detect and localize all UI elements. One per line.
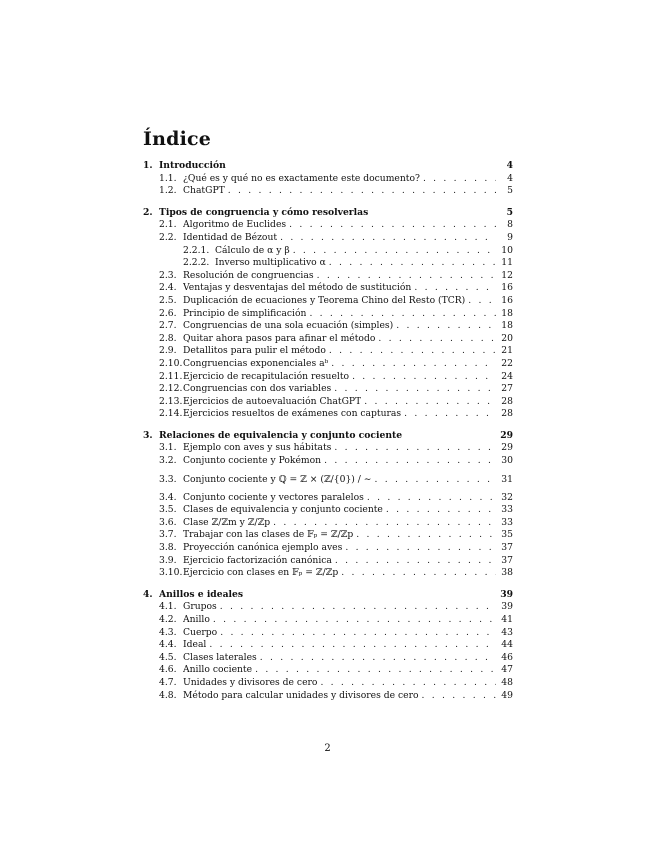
toc-dot-leader (335, 555, 496, 568)
toc-entry-title: Resolución de congruencias (183, 269, 314, 281)
toc-entry-number: 4.3. (159, 626, 177, 638)
toc-section-entry[interactable] (143, 567, 513, 580)
toc-entry-number: 4.4. (159, 639, 177, 651)
toc-entry-page: 35 (501, 529, 513, 541)
toc-entry-page: 5 (506, 206, 513, 218)
toc-entry-title: Congruencias con dos variables (183, 383, 332, 395)
toc-entry-number: 2.7. (159, 320, 177, 332)
toc-dot-leader (293, 245, 496, 258)
toc-entry-page: 22 (501, 357, 513, 369)
toc-entry-page: 33 (501, 504, 513, 516)
toc-section-entry[interactable] (143, 492, 513, 505)
toc-section-entry[interactable] (143, 408, 513, 421)
toc-entry-number: 2.10. (159, 357, 183, 369)
toc-dot-leader (422, 690, 496, 703)
toc-entry-page: 46 (501, 651, 513, 663)
toc-section-entry[interactable] (143, 652, 513, 665)
toc-entry-page: 12 (501, 269, 513, 281)
toc-entry-title: Ejercicio con clases en 𝔽ₚ = ℤ/ℤp (183, 567, 339, 579)
toc-dot-leader (334, 383, 496, 396)
toc-entry-page: 29 (500, 429, 513, 441)
toc-entry-title: Inverso multiplicativo α (215, 257, 326, 269)
toc-entry-number: 3.6. (159, 516, 177, 528)
toc-entry-number: 4.2. (159, 614, 177, 625)
toc-dot-leader (324, 455, 496, 468)
toc-dot-leader (352, 371, 496, 384)
toc-section-entry[interactable] (143, 455, 513, 468)
toc-entry-title: Cuerpo (183, 626, 218, 638)
toc-entry-title: Anillos e ideales (159, 588, 244, 600)
toc-entry-page: 39 (501, 601, 513, 613)
toc-section-entry[interactable] (143, 295, 513, 308)
toc-entry-page: 47 (501, 664, 513, 676)
toc-entry-title: Clases de equivalencia y conjunto cociente (183, 504, 383, 516)
toc-entry-title: Ejercicio de recapitulación resuelto (183, 370, 350, 382)
toc-entry-title: ChatGPT (183, 185, 225, 197)
toc-entry-number: 2.13. (159, 395, 183, 407)
toc-section-entry[interactable] (143, 257, 513, 270)
toc-dot-leader (220, 601, 496, 614)
toc-entry-page: 39 (500, 588, 513, 600)
toc-entry-page: 18 (501, 320, 513, 332)
toc-section-entry[interactable] (143, 232, 513, 245)
toc-entry-title: Conjunto cociente y Pokémon (183, 455, 322, 467)
toc-entry-page: 11 (501, 257, 513, 269)
toc-section-entry[interactable] (143, 185, 513, 198)
toc-entry-number: 2.12. (159, 383, 183, 395)
toc-entry-page: 10 (501, 244, 513, 256)
toc-section-entry[interactable] (143, 664, 513, 677)
toc-chapter-entry[interactable] (143, 207, 513, 220)
toc-entry-page: 5 (507, 185, 513, 197)
toc-dot-leader (345, 542, 496, 555)
toc-entry-page: 24 (501, 370, 513, 382)
toc-section-entry[interactable] (143, 601, 513, 614)
toc-entry-page: 18 (501, 307, 513, 319)
table-of-contents (143, 160, 513, 702)
toc-entry-number: 2. (143, 206, 153, 218)
toc-section-entry[interactable] (143, 371, 513, 384)
toc-entry-page: 38 (501, 567, 513, 579)
toc-entry-page: 30 (501, 455, 513, 467)
toc-dot-leader (414, 282, 496, 295)
toc-entry-number: 3.3. (159, 473, 177, 485)
toc-entry-title: Ejercicios resueltos de exámenes con capturas (183, 408, 402, 420)
toc-entry-number: 1.2. (159, 185, 177, 197)
toc-section-entry[interactable] (143, 677, 513, 690)
toc-entry-title: Identidad de Bézout (183, 231, 278, 243)
toc-entry-number: 2.2. (159, 231, 177, 243)
toc-entry-title: Duplicación de ecuaciones y Teorema Chino del Resto (TCR) (183, 294, 466, 306)
toc-dot-leader (220, 627, 496, 640)
toc-entry-number: 4.8. (159, 689, 177, 701)
toc-entry-title: Grupos (183, 601, 217, 613)
toc-dot-leader (334, 442, 496, 455)
toc-dot-leader (289, 219, 496, 232)
toc-entry-page: 27 (501, 383, 513, 395)
toc-dot-leader (364, 396, 496, 409)
toc-dot-leader (255, 664, 496, 677)
toc-entry-number: 3.8. (159, 542, 177, 554)
toc-entry-page: 43 (501, 626, 513, 638)
toc-entry-title: Cálculo de α y β (215, 244, 290, 256)
toc-entry-number: 2.2.1. (183, 244, 210, 256)
toc-entry-page: 9 (507, 231, 513, 243)
toc-entry-number: 2.6. (159, 307, 177, 319)
toc-dot-leader (367, 492, 496, 505)
toc-entry-number: 1.1. (159, 172, 177, 184)
toc-entry-title: Relaciones de equivalencia y conjunto cociente (159, 429, 403, 441)
toc-entry-title: Tipos de congruencia y cómo resolverlas (159, 206, 369, 218)
toc-entry-page: 21 (501, 345, 513, 357)
toc-chapter-entry[interactable] (143, 430, 513, 443)
toc-entry-title: Clase ℤ/ℤm y ℤ/ℤp (183, 516, 271, 528)
toc-section-entry[interactable] (143, 173, 513, 186)
toc-entry-title: Trabajar con las clases de 𝔽ₚ = ℤ/ℤp (183, 529, 354, 541)
toc-chapter-entry[interactable] (143, 589, 513, 602)
toc-section-entry[interactable] (143, 529, 513, 542)
toc-entry-title: Ejercicio factorización canónica (183, 554, 332, 566)
toc-section-entry[interactable] (143, 358, 513, 371)
toc-entry-page: 33 (501, 516, 513, 528)
toc-section-entry[interactable] (143, 442, 513, 455)
toc-entry-page: 4 (506, 160, 513, 171)
toc-section-entry[interactable] (143, 333, 513, 346)
toc-entry-page: 49 (501, 689, 513, 701)
toc-entry-title: Ejercicios de autoevaluación ChatGPT (183, 395, 362, 407)
toc-entry-number: 2.14. (159, 408, 183, 420)
toc-section-entry[interactable] (143, 627, 513, 640)
toc-entry-number: 4. (143, 588, 153, 600)
toc-entry-title: Proyección canónica ejemplo aves (183, 542, 343, 554)
toc-section-entry[interactable] (143, 542, 513, 555)
toc-section-entry[interactable] (143, 383, 513, 396)
toc-entry-title: Conjunto cociente y ℚ = ℤ × (ℤ/{0}) / ∼ (183, 473, 372, 485)
toc-entry-number: 4.1. (159, 601, 177, 613)
toc-entry-page: 29 (501, 442, 513, 454)
toc-entry-page: 41 (501, 614, 513, 625)
toc-entry-number: 2.1. (159, 219, 177, 231)
toc-chapter-entry[interactable] (143, 160, 513, 173)
toc-entry-number: 3. (143, 429, 153, 441)
page-number: 2 (324, 743, 331, 754)
toc-entry-number: 4.6. (159, 664, 177, 676)
toc-entry-title: Ventajas y desventajas del método de sustitución (183, 282, 412, 294)
toc-entry-title: ¿Qué es y qué no es exactamente este documento? (183, 172, 420, 184)
toc-entry-number: 1. (143, 160, 153, 171)
toc-dot-leader (404, 408, 496, 421)
toc-entry-page: 8 (507, 219, 513, 231)
toc-entry-title: Detallitos para pulir el método (183, 345, 326, 357)
toc-entry-page: 16 (501, 294, 513, 306)
toc-entry-number: 2.4. (159, 282, 177, 294)
toc-entry-title: Anillo (183, 614, 210, 625)
toc-dot-leader (329, 257, 496, 270)
toc-dot-leader (209, 639, 496, 652)
toc-entry-title: Congruencias de una sola ecuación (simples) (183, 320, 394, 332)
toc-dot-leader (228, 185, 496, 198)
toc-entry-number: 3.2. (159, 455, 177, 467)
toc-dot-leader (273, 517, 496, 530)
toc-dot-leader (378, 333, 496, 346)
toc-entry-page: 37 (501, 542, 513, 554)
toc-entry-number: 2.3. (159, 269, 177, 281)
toc-entry-title: Conjunto cociente y vectores paralelos (183, 491, 364, 503)
toc-entry-page: 44 (501, 639, 513, 651)
toc-section-entry[interactable] (143, 614, 513, 627)
toc-entry-title: Algoritmo de Euclides (183, 219, 287, 231)
toc-entry-title: Anillo cociente (183, 664, 253, 676)
toc-section-entry[interactable] (143, 320, 513, 333)
toc-entry-number: 2.2.2. (183, 257, 210, 269)
toc-entry-title: Introducción (159, 160, 226, 171)
toc-entry-number: 4.5. (159, 651, 177, 663)
toc-entry-title: Clases laterales (183, 651, 257, 663)
toc-entry-number: 2.5. (159, 294, 177, 306)
toc-section-entry[interactable] (143, 555, 513, 568)
toc-section-entry[interactable] (143, 308, 513, 321)
toc-dot-leader (320, 677, 496, 690)
toc-section-entry[interactable] (143, 245, 513, 258)
toc-entry-number: 2.11. (159, 370, 183, 382)
toc-dot-leader (341, 567, 496, 580)
toc-section-entry[interactable] (143, 270, 513, 283)
toc-entry-page: 32 (501, 491, 513, 503)
toc-dot-leader (317, 270, 496, 283)
toc-entry-page: 48 (501, 676, 513, 688)
toc-dot-leader (260, 652, 496, 665)
toc-entry-number: 2.9. (159, 345, 177, 357)
toc-section-entry[interactable] (143, 639, 513, 652)
toc-dot-leader (280, 232, 496, 245)
toc-entry-page: 37 (501, 554, 513, 566)
toc-entry-title: Ejemplo con aves y sus hábitats (183, 442, 332, 454)
toc-dot-leader (331, 358, 496, 371)
toc-entry-page: 16 (501, 282, 513, 294)
toc-entry-title: Unidades y divisores de cero (183, 676, 318, 688)
toc-dot-leader (356, 529, 496, 542)
toc-entry-title: Congruencias exponenciales aᵇ (183, 357, 329, 369)
toc-entry-title: Quitar ahora pasos para afinar el método (183, 332, 376, 344)
toc-section-entry[interactable] (143, 517, 513, 530)
toc-entry-page: 28 (501, 408, 513, 420)
toc-dot-leader (329, 345, 496, 358)
toc-section-entry[interactable] (143, 690, 513, 703)
toc-section-entry[interactable] (143, 282, 513, 295)
toc-entry-number: 3.4. (159, 491, 177, 503)
toc-entry-number: 3.10. (159, 567, 183, 579)
toc-section-entry[interactable] (143, 468, 513, 492)
toc-entry-number: 3.1. (159, 442, 177, 454)
page-title: Índice (143, 128, 212, 150)
toc-entry-number: 3.7. (159, 529, 177, 541)
toc-dot-leader (423, 173, 496, 186)
toc-entry-title: Método para calcular unidades y divisores de cero (183, 689, 419, 701)
toc-dot-leader (213, 614, 496, 627)
toc-dot-leader (396, 320, 496, 333)
toc-entry-number: 4.7. (159, 676, 177, 688)
toc-section-entry[interactable] (143, 396, 513, 409)
toc-dot-leader (386, 504, 496, 517)
toc-dot-leader (468, 295, 496, 308)
toc-entry-page: 20 (501, 332, 513, 344)
toc-entry-number: 3.9. (159, 554, 177, 566)
toc-entry-title: Ideal (183, 639, 207, 651)
toc-entry-page: 4 (507, 172, 513, 184)
toc-entry-number: 2.8. (159, 332, 177, 344)
toc-entry-title: Principio de simplificación (183, 307, 307, 319)
toc-entry-page: 28 (501, 395, 513, 407)
toc-entry-number: 3.5. (159, 504, 177, 516)
toc-entry-page: 31 (501, 473, 513, 485)
toc-section-entry[interactable] (143, 345, 513, 358)
toc-section-entry[interactable] (143, 504, 513, 517)
toc-dot-leader (309, 308, 496, 321)
toc-dot-leader (375, 468, 496, 492)
toc-section-entry[interactable] (143, 219, 513, 232)
